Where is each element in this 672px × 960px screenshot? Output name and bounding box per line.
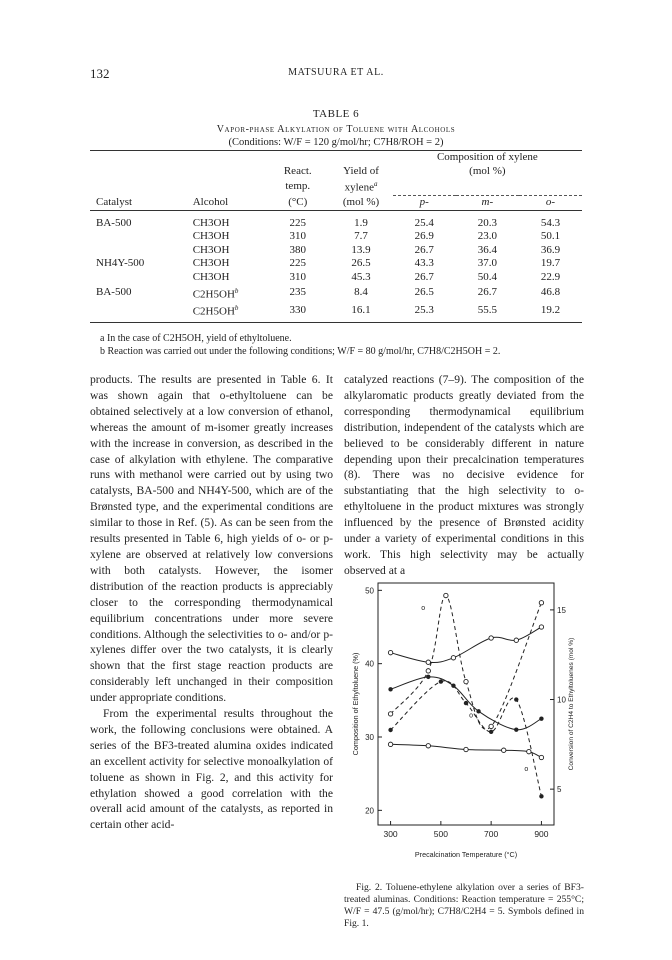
series-3-point — [444, 593, 448, 597]
series-0-line — [391, 627, 542, 662]
cell-o: 19.7 — [540, 257, 561, 270]
cell-p: 26.7 — [414, 270, 434, 283]
body-right-column — [344, 372, 584, 579]
table-row — [90, 244, 582, 258]
series-1-point — [426, 675, 430, 679]
cell-alcohol: CH3OH — [192, 230, 230, 243]
running-header — [90, 66, 582, 82]
cell-o: 22.9 — [540, 270, 561, 283]
page-number: 132 — [90, 66, 110, 81]
footnote-b: b Reaction was carried out under the following conditions; W/F = 80 g/mol/hr, C7H8/C2H5OH = 2. — [100, 346, 501, 357]
cell-m: 20.3 — [477, 216, 497, 229]
series-1-point — [539, 716, 543, 720]
cell-o: 54.3 — [540, 216, 561, 229]
cell-o: 36.9 — [540, 243, 561, 256]
cell-alcohol: $C2H5OH^b$ — [192, 286, 239, 301]
temp-header-line2: temp. — [285, 180, 311, 193]
yield-header-line1: Yield of — [343, 164, 379, 177]
cell-yield: 16.1 — [351, 303, 371, 316]
m-header: m- — [481, 195, 494, 208]
cell-alcohol: CH3OH — [192, 243, 230, 256]
cell-yield: 26.5 — [351, 257, 371, 270]
y-right-tick-label: 5 — [557, 785, 562, 795]
point-label: o — [524, 766, 529, 774]
table-caption: Vapor-phase Alkylation of Toluene with Alcohols — [216, 124, 456, 135]
cell-catalyst: NH4Y-500 — [96, 257, 145, 270]
series-1-point — [476, 709, 480, 713]
p-header: p- — [419, 195, 429, 208]
series-4-point — [388, 728, 392, 732]
comp-header-line1: Composition of xylene — [436, 151, 538, 163]
table-row — [90, 257, 582, 271]
series-0-point — [539, 625, 543, 629]
series-3-point — [388, 712, 392, 716]
cell-catalyst: BA-500 — [96, 286, 132, 299]
series-2-point — [426, 744, 430, 748]
cell-p: 26.9 — [414, 230, 434, 243]
yield-header-line2: xylene$^a$ — [344, 180, 378, 194]
cell-o: 19.2 — [540, 303, 561, 316]
x-tick-label: 500 — [433, 829, 448, 839]
cell-yield: 45.3 — [351, 270, 371, 283]
y-left-axis-label: Composition of Ethyltoluene (%) — [351, 652, 360, 756]
cell-temp: 225 — [289, 216, 306, 229]
cell-temp: 225 — [289, 257, 306, 270]
cell-m: 37.0 — [477, 257, 497, 270]
cell-temp: 330 — [289, 303, 306, 316]
series-0-point — [514, 638, 518, 642]
series-0-point — [388, 650, 392, 654]
series-3-point — [539, 601, 543, 605]
cell-m: 23.0 — [477, 230, 497, 243]
cell-m: 50.4 — [477, 270, 497, 283]
series-2-point — [502, 748, 506, 752]
cell-temp: 310 — [289, 270, 306, 283]
table-row — [90, 302, 582, 323]
point-label: o — [469, 712, 473, 720]
running-title: MATSUURA ET AL. — [288, 67, 384, 78]
y-left-tick-label: 50 — [365, 586, 374, 596]
series-1-point — [388, 687, 392, 691]
y-left-tick-label: 20 — [365, 806, 374, 816]
cell-alcohol: CH3OH — [192, 257, 230, 270]
series-2-point — [527, 749, 531, 753]
paragraph: From the experimental results throughout the work, the following conclusions were obtained. A series of the BF3-treated alumina oxides indicated an excellent activity for selective monoalkylation of toluene as shown in Fig. 2, and this activity for ethylation showed a good correlation with the overall acid amount of the catalysts, as reported in certain other acid- — [90, 707, 333, 832]
y-right-tick-label: 15 — [557, 605, 566, 615]
cell-temp: 380 — [289, 243, 306, 256]
cell-p: 26.7 — [414, 243, 434, 256]
footnote-a: a In the case of C2H5OH, yield of ethyltoluene. — [100, 333, 292, 344]
paragraph: products. The results are presented in Table 6. It was shown again that o-ethyltoluene can be obtained selectively at a low conversion of ethanol, whereas the amount of m-isomer greatly increases with the increase in conversion, as described in the case of alkylation with ethylene. The comparative runs with methanol were carried out by using two catalysts, BA-500 and NH4Y-500, which are of the Brønsted type, and the experimental conditions are similar to those in Ref. (5). As can be seen from the results presented in Table 6, high yields of o- or p-xylene are observed at relatively low conversions with both catalysts. However, the isomer distribution of the reaction products is appreciably closer to the corresponding thermodynamical equilibrium concentrations under more severe conditions. Although the selectivities to o- and/or p-xylenes differ over the two catalysts, it is clearly shown that the first stage reaction products are considerably left unchanged in their composition under appropriate conditions. — [90, 373, 333, 705]
cell-p: 25.4 — [414, 216, 434, 229]
cell-yield: 13.9 — [351, 243, 371, 256]
cell-catalyst: BA-500 — [96, 216, 132, 229]
series-4-point — [439, 679, 443, 683]
point-label: o — [421, 604, 426, 612]
x-tick-label: 300 — [383, 829, 398, 839]
x-tick-label: 700 — [484, 829, 499, 839]
cell-p: 26.5 — [414, 286, 434, 299]
y-left-tick-label: 40 — [365, 659, 374, 669]
o-header: o- — [545, 195, 556, 208]
cell-alcohol: CH3OH — [192, 270, 230, 283]
cell-p: 43.3 — [414, 257, 434, 270]
series-3-point — [489, 724, 493, 728]
series-2-point — [388, 742, 392, 746]
series-3-point — [426, 669, 430, 673]
table-footnotes — [100, 332, 582, 358]
table-row — [90, 271, 582, 285]
x-tick-label: 900 — [534, 829, 549, 839]
yield-header-line3: (mol %) — [342, 195, 380, 208]
cell-m: 55.5 — [477, 303, 497, 316]
body-left-column — [90, 372, 333, 833]
series-4-point — [539, 794, 543, 798]
series-1-point — [514, 727, 518, 731]
series-3-point — [464, 679, 468, 683]
x-axis-label: Precalcination Temperature (°C) — [414, 850, 518, 859]
catalyst-header: Catalyst — [96, 195, 133, 208]
data-table — [90, 150, 582, 323]
series-4-point — [489, 730, 493, 734]
cell-catalyst — [90, 230, 193, 244]
cell-p: 25.3 — [414, 303, 434, 316]
table-row — [90, 285, 582, 302]
y-left-tick-label: 30 — [365, 733, 374, 742]
temp-header-line1: React. — [283, 164, 312, 177]
series-4-point — [464, 701, 468, 705]
cell-m: 36.4 — [477, 243, 497, 256]
series-3-line — [391, 595, 542, 729]
cell-temp: 310 — [289, 230, 306, 243]
table-row — [90, 230, 582, 244]
figure-caption: Fig. 2. Toluene-ethylene alkylation over a series of BF3-treated aluminas. Conditions: Reaction temperature = 255°C; W/F = 47.5 (g/mol/hr); C7H8/C2H4 = 5. Symbols defined in Fig. 1. — [344, 882, 584, 929]
cell-catalyst — [90, 302, 193, 323]
cell-yield: 7.7 — [354, 230, 368, 243]
y-right-tick-label: 10 — [557, 695, 566, 705]
y-right-axis-label: Conversion of C2H4 to Ethyltoluenes (mol %) — [568, 637, 575, 771]
series-0-point — [426, 660, 430, 664]
series-2-point — [539, 755, 543, 759]
fig2-chart — [344, 575, 584, 865]
series-0-point — [489, 636, 493, 640]
cell-catalyst — [90, 244, 193, 258]
table-body — [90, 217, 582, 323]
figure-2 — [344, 575, 584, 865]
cell-temp: 235 — [289, 286, 306, 299]
cell-yield: 1.9 — [354, 216, 368, 229]
table-title-block — [90, 108, 582, 148]
cell-o: 46.8 — [540, 286, 561, 299]
cell-catalyst — [90, 271, 193, 285]
cell-o: 50.1 — [540, 230, 561, 243]
series-4-point — [514, 697, 518, 701]
temp-header-line3: (°C) — [288, 195, 308, 208]
table-row — [90, 217, 582, 231]
series-2-point — [464, 747, 468, 751]
cell-m: 26.7 — [477, 286, 497, 299]
series-0-point — [451, 656, 455, 660]
comp-header-line2: (mol %) — [469, 164, 506, 177]
cell-alcohol: CH3OH — [192, 216, 230, 229]
table-conditions: (Conditions: W/F = 120 g/mol/hr; C7H8/ROH = 2) — [228, 137, 444, 148]
cell-yield: 8.4 — [354, 286, 368, 299]
cell-alcohol: $C2H5OH^b$ — [192, 303, 239, 318]
table-label: TABLE 6 — [312, 108, 360, 120]
alcohol-header: Alcohol — [192, 195, 229, 208]
paragraph: catalyzed reactions (7–9). The composition of the alkylaromatic products greatly deviated from the corresponding thermodynamical equilibrium distribution, independent of the catalysts which are believed to be considerably different in nature depending upon their precalcination temperatures (8). There was no decisive evidence for substantiating that the high selectivity to o-ethyltoluene in the product mixtures was strongly influenced by the presence of Brønsted acidity under a variety of experimental conditions in this work. This high selectivity may be actually observed at a — [344, 373, 584, 577]
